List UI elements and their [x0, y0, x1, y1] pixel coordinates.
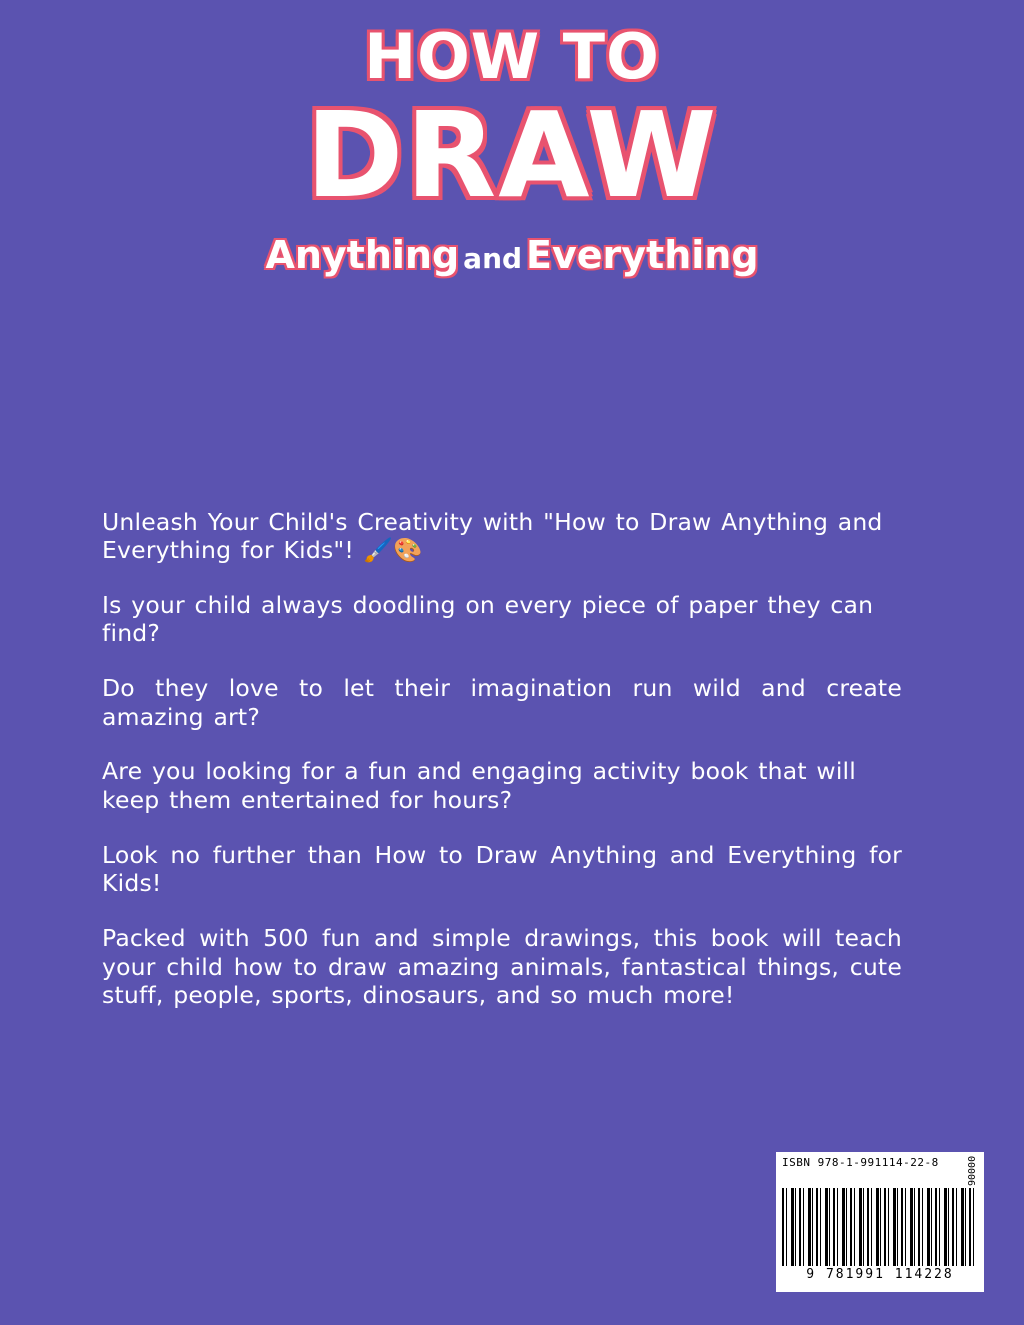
isbn-barcode	[776, 1152, 984, 1292]
title-subtitle	[0, 233, 1024, 277]
subtitle-anything: Anything	[265, 233, 460, 277]
cover-title-block	[0, 0, 1024, 277]
paragraph-hook: Unleash Your Child's Creativity with "How to Draw Anything and Everything for Kids"! 🖌️🎨	[102, 507, 883, 565]
paragraph-question-imagination: Do they love to let their imagination run wild and create amazing art?	[102, 674, 902, 731]
back-cover-description	[102, 484, 902, 1010]
barcode-bars	[782, 1188, 978, 1266]
paragraph-call-to-action: Look no further than How to Draw Anything and Everything for Kids!	[102, 840, 902, 898]
isbn-side-code: 90000	[967, 1155, 978, 1186]
paragraph-question-doodling: Is your child always doodling on every piece of paper they can find?	[102, 590, 874, 648]
subtitle-and: and	[463, 242, 523, 275]
paragraph-question-activity-book: Are you looking for a fun and engaging activity book that will keep them entertained for hours?	[102, 757, 857, 815]
title-line-draw: DRAW	[305, 86, 719, 224]
title-line-how-to: HOW TO	[364, 20, 660, 93]
isbn-number: ISBN 978-1-991114-22-8	[782, 1156, 939, 1169]
barcode-digits: 9 781991 114228	[806, 1267, 954, 1282]
paragraph-contents-summary: Packed with 500 fun and simple drawings, this book will teach your child how to draw amazing animals, fantastical things, cute stuff, people, sports, dinosaurs, and so much more!	[102, 924, 902, 1010]
subtitle-everything: Everything	[526, 233, 759, 277]
isbn-header-row	[782, 1156, 978, 1186]
